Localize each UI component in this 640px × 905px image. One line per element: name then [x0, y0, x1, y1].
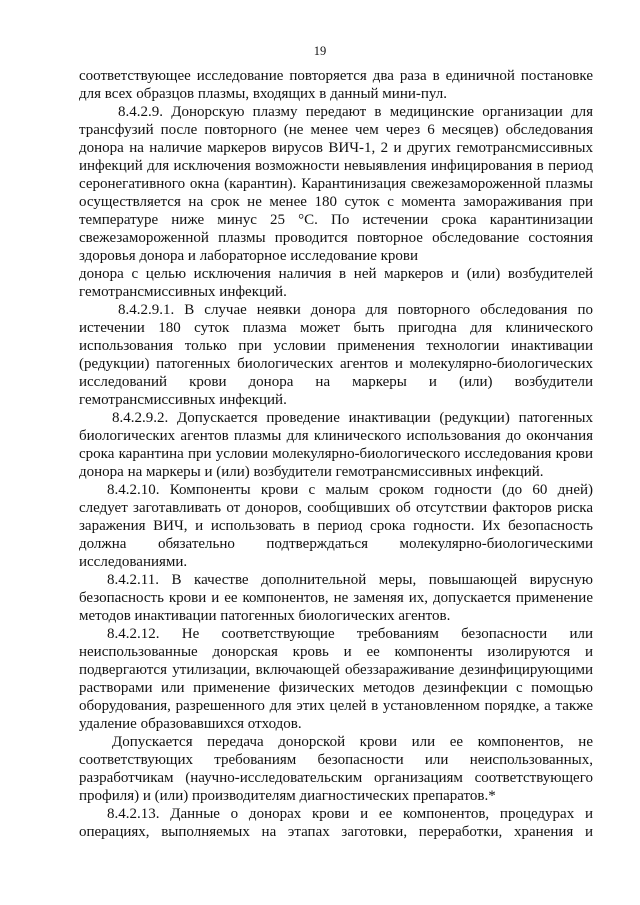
text-line: 8.4.2.9. Донорскую плазму передают в медицинские организации для — [118, 104, 593, 120]
text-line: исследований крови донора на маркеры и (или) возбудители — [79, 374, 593, 390]
text-line: 8.4.2.10. Компоненты крови с малым сроком годности (до 60 дней) — [107, 482, 593, 498]
text-line: осуществляется на срок не менее 180 суток с момента замораживания при — [79, 194, 593, 210]
text-line: срока карантина при условии молекулярно-биологического исследования крови — [79, 446, 593, 462]
text-line: серонегативного окна (карантин). Карантинизация свежезамороженной плазмы — [79, 176, 593, 192]
text-line: соответствующих требованиям безопасности или неиспользованных, — [79, 752, 593, 768]
text-line: 8.4.2.11. В качестве дополнительной меры, повышающей вирусную — [107, 572, 593, 588]
text-line: Допускается передача донорской крови или ее компонентов, не — [112, 734, 593, 750]
text-line: безопасность крови и ее компонентов, не заменяя их, допускается применение — [79, 590, 593, 606]
text-line: разработчикам (научно-исследовательским организациям соответствующего — [79, 770, 593, 786]
text-line: 8.4.2.13. Данные о донорах крови и ее компонентов, процедурах и — [107, 806, 593, 822]
text-line: биологических агентов плазмы для клинического использования до окончания — [79, 428, 593, 444]
page-number: 19 — [313, 44, 327, 58]
text-line: 8.4.2.9.1. В случае неявки донора для повторного обследования по — [118, 302, 593, 318]
text-line: истечении 180 суток плазма может быть пригодна для клинического — [79, 320, 593, 336]
text-line: (редукции) патогенных биологических агентов и молекулярно-биологических — [79, 356, 593, 372]
text-line: операциях, выполняемых на этапах заготовки, переработки, хранения и — [79, 824, 593, 840]
text-line: заражения ВИЧ, и использовать в период срока годности. Их безопасность — [79, 518, 593, 534]
text-line: профиля) и (или) производителям диагностических препаратов.* — [79, 788, 496, 804]
text-line: 8.4.2.9.2. Допускается проведение инактивации (редукции) патогенных — [112, 410, 593, 426]
text-line: соответствующее исследование повторяется два раза в единичной постановке — [79, 68, 593, 84]
text-line: неиспользованные донорская кровь и ее компоненты изолируются и — [79, 644, 593, 660]
text-line: оборудования, разрешенного для этих целей в установленном порядке, а также — [79, 698, 593, 714]
text-line: методов инактивации патогенных биологических агентов. — [79, 608, 451, 624]
text-line: инфекций для исключения возможности невыявления инфицирования в период — [79, 158, 593, 174]
text-line: гемотрансмиссивных инфекций. — [79, 284, 287, 300]
text-line: температуре ниже минус 25 °С. По истечении срока карантинизации — [79, 212, 593, 228]
text-line: для всех образцов плазмы, входящих в данный мини-пул. — [79, 86, 447, 102]
text-line: свежезамороженной плазмы проводится повторное обследование состояния — [79, 230, 593, 246]
text-line: растворами или применение физических методов дезинфекции с помощью — [79, 680, 593, 696]
text-line: следует заготавливать от доноров, сообщивших об отсутствии факторов риска — [79, 500, 593, 516]
text-line: донора на наличие маркеров вирусов ВИЧ-1, 2 и других гемотрансмиссивных — [79, 140, 593, 156]
text-line: 8.4.2.12. Не соответствующие требованиям безопасности или — [107, 626, 593, 642]
text-line: здоровья донора и лабораторное исследование крови — [79, 248, 419, 264]
text-line: подвергаются утилизации, включающей обеззараживание дезинфицирующими — [79, 662, 593, 678]
text-line: удаление образовавшихся отходов. — [79, 716, 302, 732]
text-line: должна обязательно подтверждаться молекулярно-биологическими — [79, 536, 593, 552]
text-line: трансфузий после повторного (не менее чем через 6 месяцев) обследования — [79, 122, 593, 138]
text-line: донора на маркеры и (или) возбудители гемотрансмиссивных инфекций. — [79, 464, 544, 480]
text-line: использования только при условии применения технологии инактивации — [79, 338, 593, 354]
text-line: донора с целью исключения наличия в ней маркеров и (или) возбудителей — [79, 266, 593, 282]
text-line: исследованиями. — [79, 554, 188, 570]
text-line: гемотрансмиссивных инфекций. — [79, 392, 287, 408]
